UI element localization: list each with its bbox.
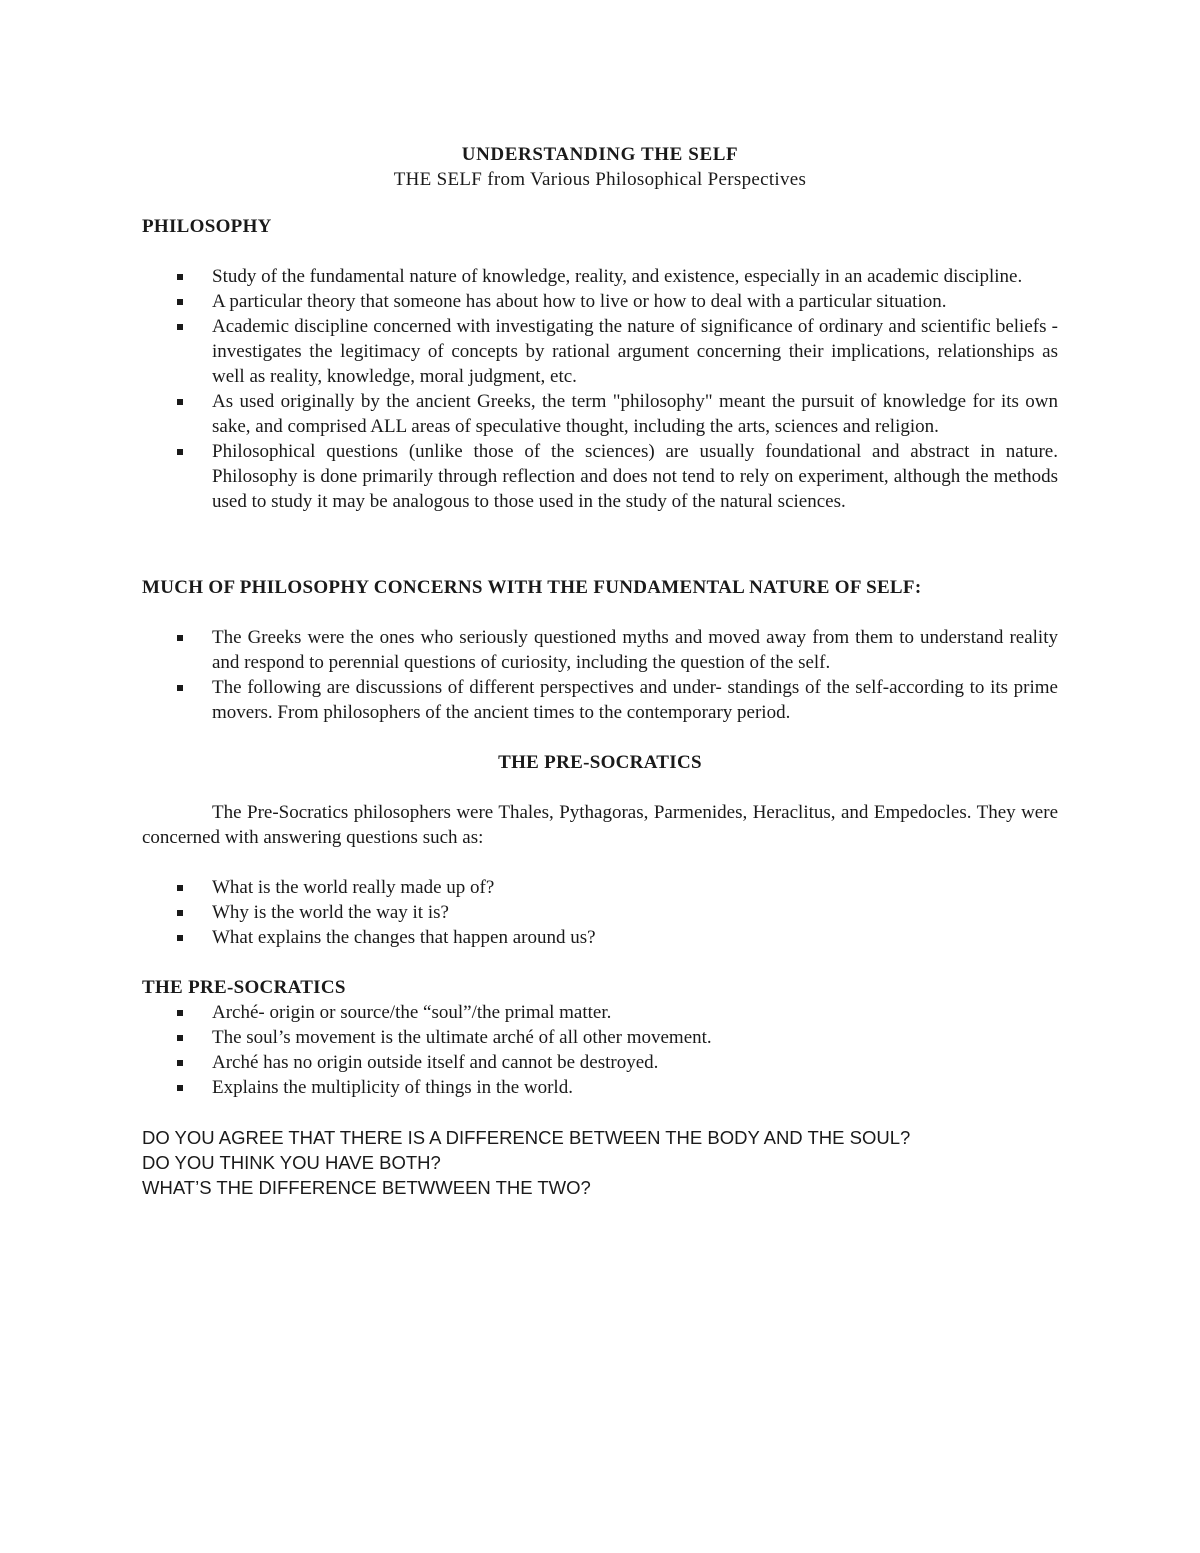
square-bullet-icon (177, 274, 183, 280)
document-page (142, 142, 1058, 1200)
closing-question: DO YOU THINK YOU HAVE BOTH? (142, 1152, 441, 1173)
list-item: What explains the changes that happen around us? (142, 925, 1058, 950)
square-bullet-icon (177, 1060, 183, 1066)
concerns-list (142, 625, 1058, 725)
list-item: Study of the fundamental nature of knowledge, reality, and existence, especially in an academic discipline. (142, 264, 1058, 289)
square-bullet-icon (177, 1035, 183, 1041)
list-item: Academic discipline concerned with investigating the nature of significance of ordinary and scientific beliefs - investigates the legitimacy of concepts by rational argument concerning their implications, relationships as well as reality, knowledge, moral judgment, etc. (142, 314, 1058, 389)
square-bullet-icon (177, 399, 183, 405)
list-item: The soul’s movement is the ultimate arché of all other movement. (142, 1025, 1058, 1050)
presocratics-heading: THE PRE-SOCRATICS (498, 752, 702, 773)
list-item: What is the world really made up of? (142, 875, 1058, 900)
presocratics-paragraph: The Pre-Socratics philosophers were Thales, Pythagoras, Parmenides, Heraclitus, and Empedocles. They were concerned with answering questions such as: (142, 802, 1058, 848)
closing-question: DO YOU AGREE THAT THERE IS A DIFFERENCE BETWEEN THE BODY AND THE SOUL? (142, 1127, 911, 1148)
list-item: A particular theory that someone has about how to live or how to deal with a particular situation. (142, 289, 1058, 314)
list-item: As used originally by the ancient Greeks, the term "philosophy" meant the pursuit of knowledge for its own sake, and comprised ALL areas of speculative thought, including the arts, sciences and religion. (142, 389, 1058, 439)
square-bullet-icon (177, 885, 183, 891)
list-item: Arché has no origin outside itself and cannot be destroyed. (142, 1050, 1058, 1075)
square-bullet-icon (177, 299, 183, 305)
list-item: Explains the multiplicity of things in the world. (142, 1075, 1058, 1100)
presocratics-questions-list (142, 875, 1058, 950)
philosophy-list (142, 264, 1058, 514)
square-bullet-icon (177, 1010, 183, 1016)
arche-list (142, 1000, 1058, 1100)
list-item: Arché- origin or source/the “soul”/the primal matter. (142, 1000, 1058, 1025)
list-item: Why is the world the way it is? (142, 900, 1058, 925)
list-item: The following are discussions of different perspectives and under- standings of the self-according to its prime movers. From philosophers of the ancient times to the contemporary period. (142, 675, 1058, 725)
list-item: The Greeks were the ones who seriously questioned myths and moved away from them to understand reality and respond to perennial questions of curiosity, including the question of the self. (142, 625, 1058, 675)
square-bullet-icon (177, 449, 183, 455)
philosophy-heading: PHILOSOPHY (142, 216, 272, 237)
list-item: Philosophical questions (unlike those of the sciences) are usually foundational and abstract in nature. Philosophy is done primarily through reflection and does not tend to rely on experiment, although the methods used to study it may be analogous to those used in the study of the natural sciences. (142, 439, 1058, 514)
document-subtitle: THE SELF from Various Philosophical Perspectives (393, 169, 807, 190)
concerns-heading: MUCH OF PHILOSOPHY CONCERNS WITH THE FUNDAMENTAL NATURE OF SELF: (142, 577, 922, 598)
square-bullet-icon (177, 685, 183, 691)
square-bullet-icon (177, 1085, 183, 1091)
square-bullet-icon (177, 935, 183, 941)
closing-questions (142, 1125, 1058, 1200)
arche-heading: THE PRE-SOCRATICS (142, 977, 346, 998)
document-title: UNDERSTANDING THE SELF (461, 144, 739, 165)
square-bullet-icon (177, 635, 183, 641)
closing-question: WHAT’S THE DIFFERENCE BETWWEEN THE TWO? (142, 1177, 591, 1198)
square-bullet-icon (177, 910, 183, 916)
square-bullet-icon (177, 324, 183, 330)
